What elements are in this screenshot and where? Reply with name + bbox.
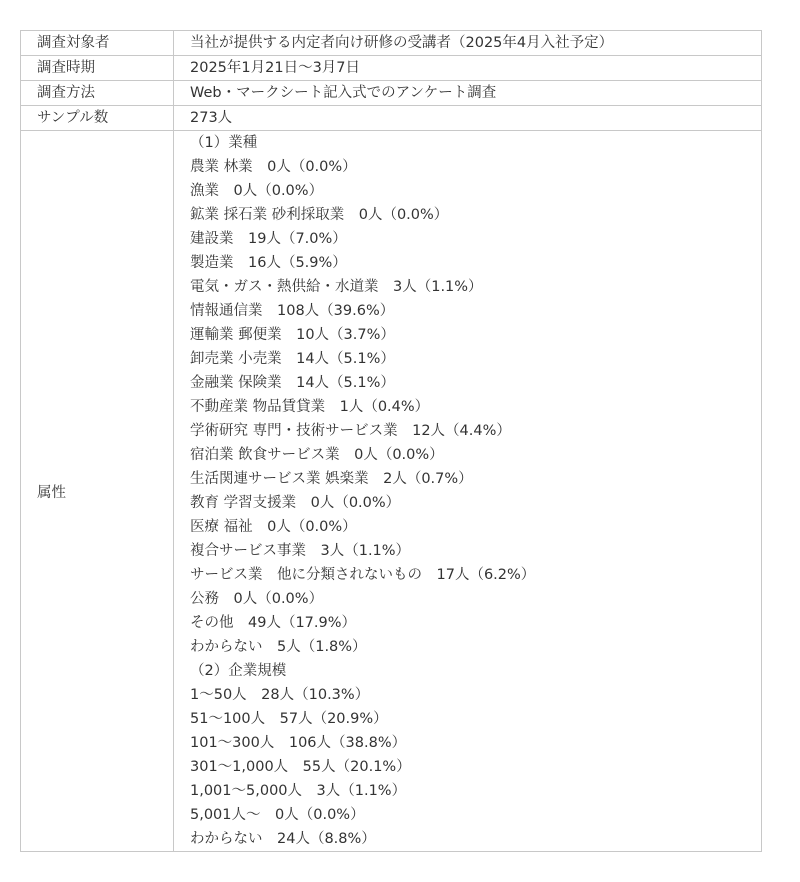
industry-item: その他 49人（17.9%）: [190, 615, 357, 631]
row-attributes: [21, 131, 762, 852]
industry-item: 運輸業 郵便業 10人（3.7%）: [190, 327, 395, 343]
industry-item: 漁業 0人（0.0%）: [190, 183, 324, 199]
company-size-item: 1～50人 28人（10.3%）: [190, 687, 370, 703]
row-sample-size: [21, 106, 762, 131]
company-size-item: 5,001人～ 0人（0.0%）: [190, 807, 365, 823]
industry-item: 不動産業 物品賃貸業 1人（0.4%）: [190, 399, 430, 415]
value-sample-size: 273人: [174, 106, 762, 131]
row-survey-target: [21, 31, 762, 56]
company-size-heading: （2）企業規模: [190, 663, 287, 679]
survey-overview-table: [20, 30, 762, 852]
company-size-item: わからない 24人（8.8%）: [190, 831, 376, 847]
row-survey-method: [21, 81, 762, 106]
industry-item: 卸売業 小売業 14人（5.1%）: [190, 351, 395, 367]
industry-item: 電気・ガス・熱供給・水道業 3人（1.1%）: [190, 279, 483, 295]
industry-item: 生活関連サービス業 娯楽業 2人（0.7%）: [190, 471, 473, 487]
company-size-item: 1,001～5,000人 3人（1.1%）: [190, 783, 407, 799]
value-survey-method: Web・マークシート記入式でのアンケート調査: [174, 81, 762, 106]
industry-item: 医療 福祉 0人（0.0%）: [190, 519, 357, 535]
label-survey-period: 調査時期: [21, 56, 174, 81]
label-sample-size: サンプル数: [21, 106, 174, 131]
company-size-list: [190, 683, 761, 851]
industry-item: 農業 林業 0人（0.0%）: [190, 159, 357, 175]
label-attributes: 属性: [21, 131, 174, 852]
value-survey-target: 当社が提供する内定者向け研修の受講者（2025年4月入社予定）: [174, 31, 762, 56]
industry-item: サービス業 他に分類されないもの 17人（6.2%）: [190, 567, 536, 583]
industry-item: わからない 5人（1.8%）: [190, 639, 367, 655]
industry-item: 公務 0人（0.0%）: [190, 591, 324, 607]
company-size-item: 101～300人 106人（38.8%）: [190, 735, 407, 751]
value-survey-period: 2025年1月21日～3月7日: [174, 56, 762, 81]
industry-item: 宿泊業 飲食サービス業 0人（0.0%）: [190, 447, 444, 463]
industry-item: 製造業 16人（5.9%）: [190, 255, 347, 271]
label-survey-target: 調査対象者: [21, 31, 174, 56]
industry-item: 教育 学習支援業 0人（0.0%）: [190, 495, 401, 511]
industry-heading: （1）業種: [190, 135, 258, 151]
industry-item: 学術研究 専門・技術サービス業 12人（4.4%）: [190, 423, 511, 439]
industry-item: 鉱業 採石業 砂利採取業 0人（0.0%）: [190, 207, 449, 223]
company-size-item: 51～100人 57人（20.9%）: [190, 711, 388, 727]
company-size-item: 301～1,000人 55人（20.1%）: [190, 759, 411, 775]
industry-item: 情報通信業 108人（39.6%）: [190, 303, 395, 319]
row-survey-period: [21, 56, 762, 81]
industry-item: 複合サービス事業 3人（1.1%）: [190, 543, 411, 559]
industry-item: 金融業 保険業 14人（5.1%）: [190, 375, 395, 391]
industry-item: 建設業 19人（7.0%）: [190, 231, 347, 247]
label-survey-method: 調査方法: [21, 81, 174, 106]
value-attributes: [174, 131, 762, 852]
industry-list: [190, 155, 761, 659]
